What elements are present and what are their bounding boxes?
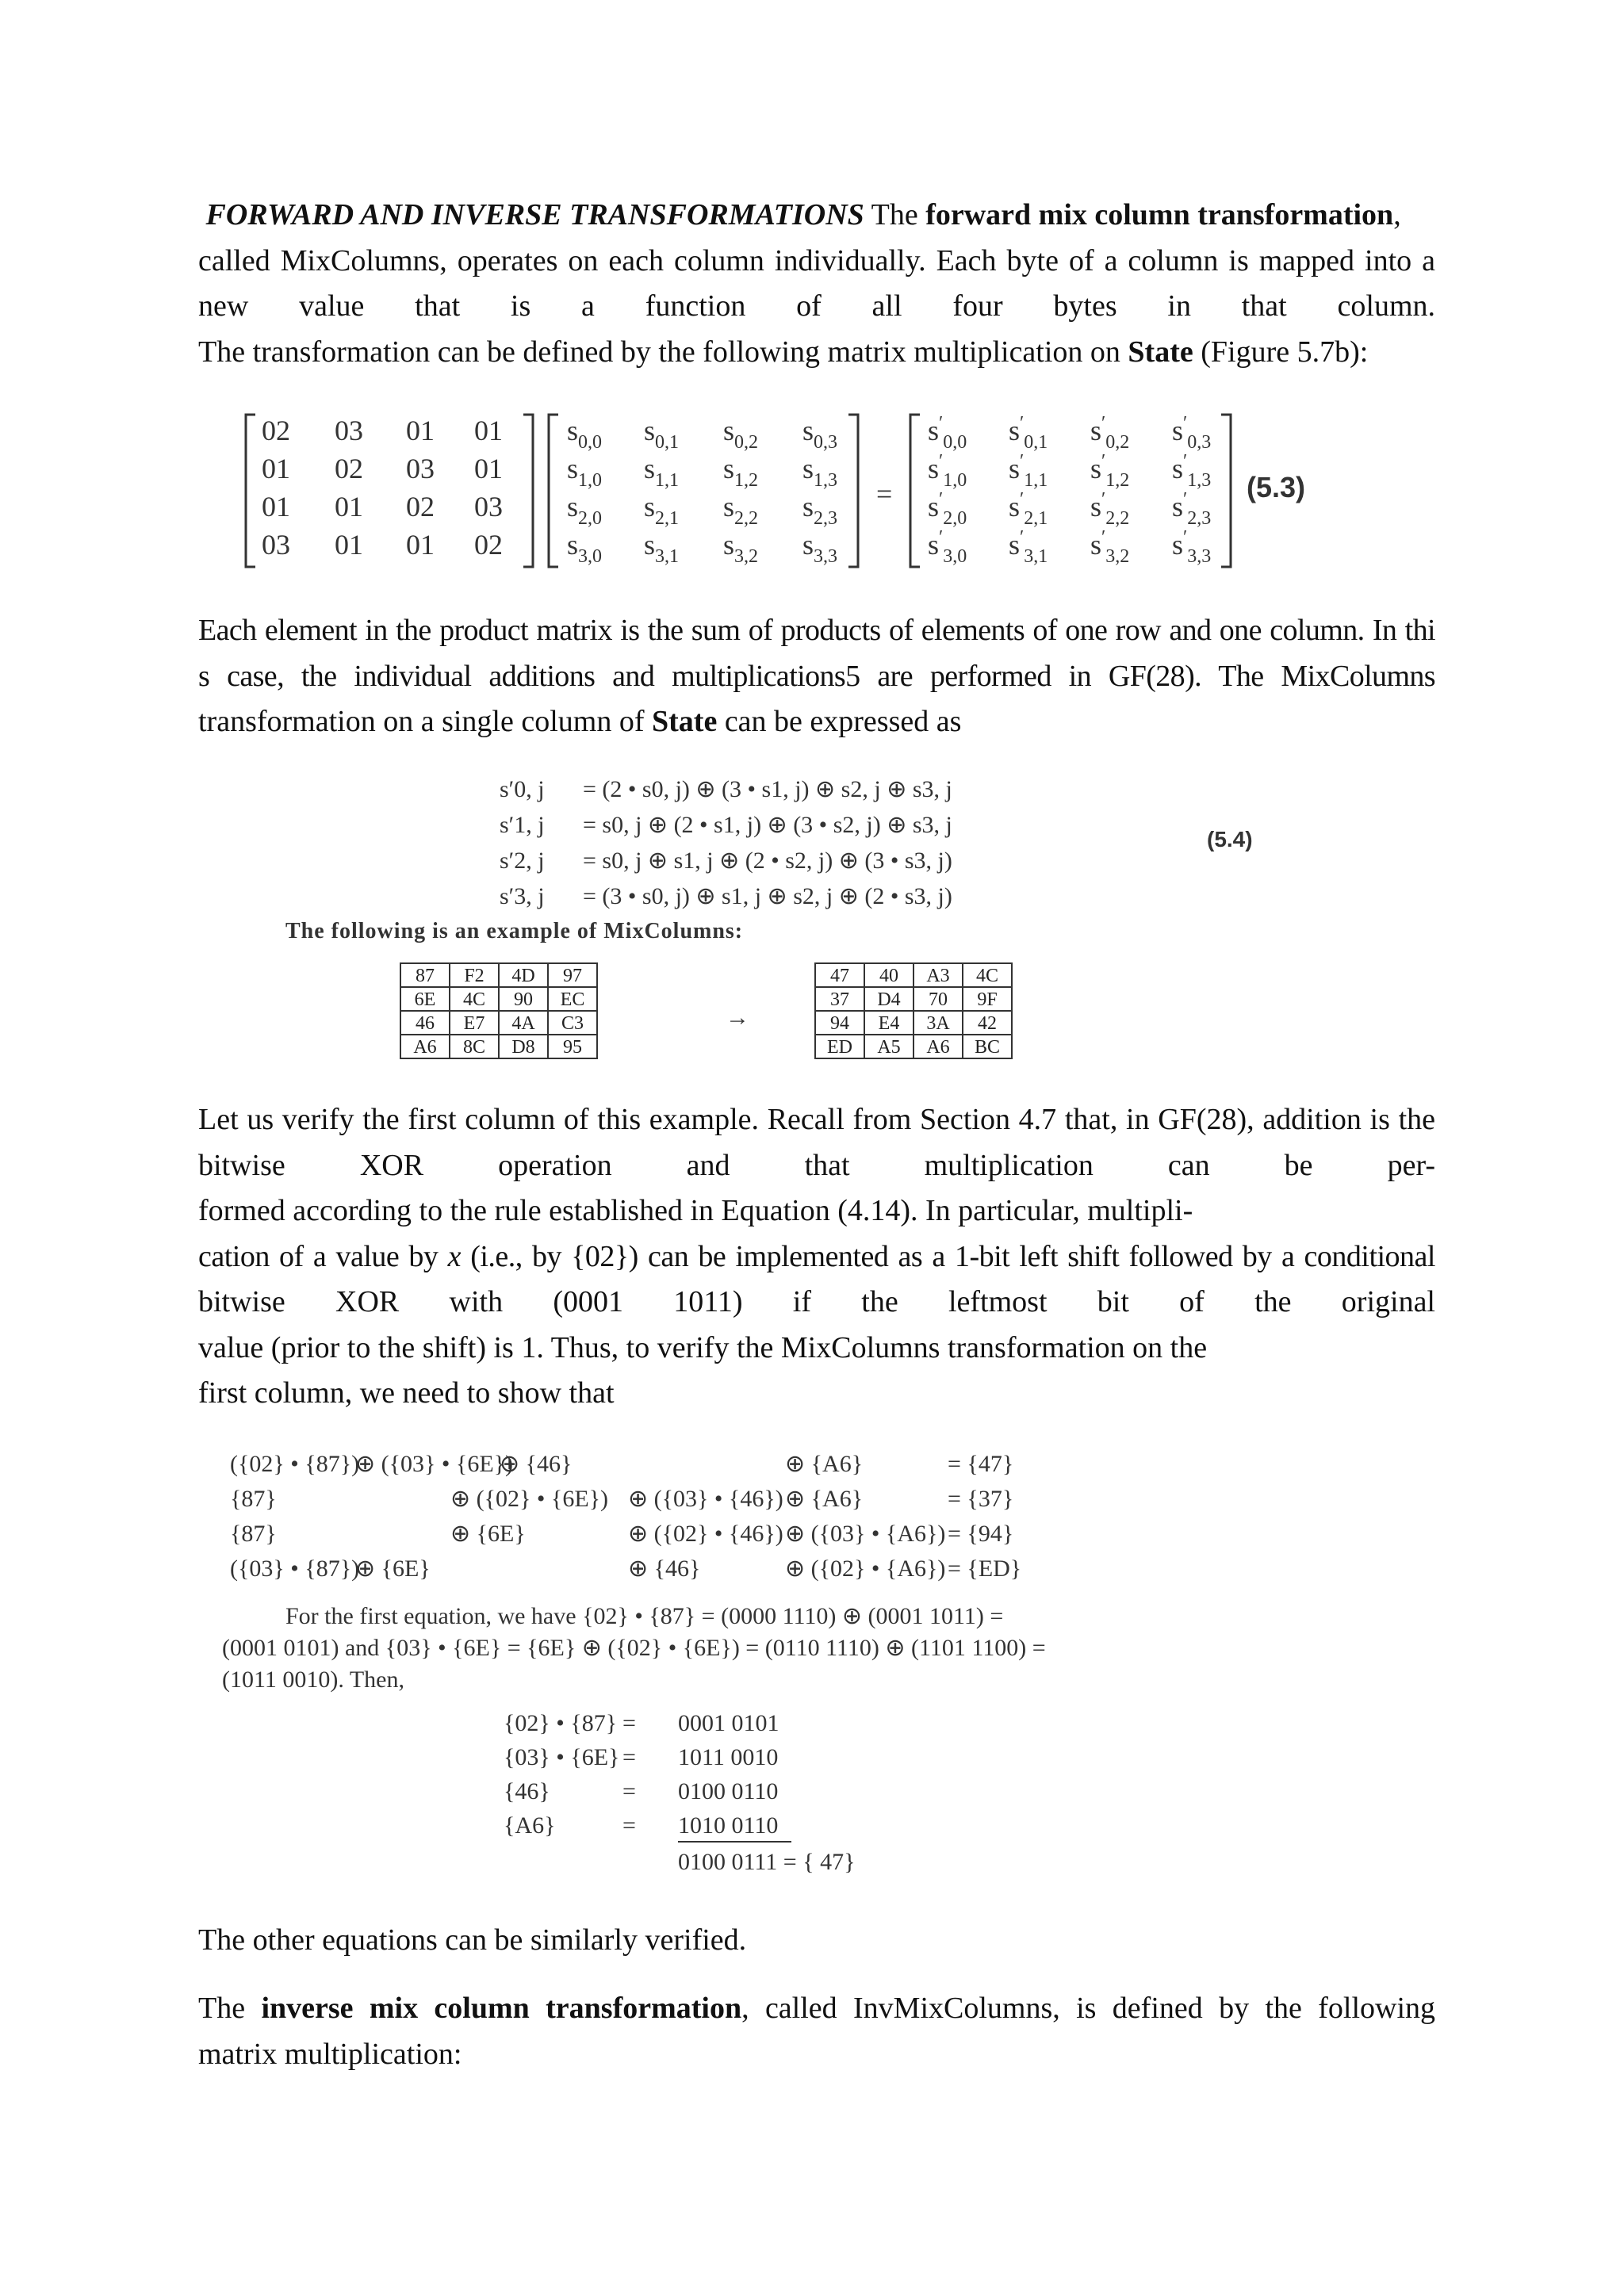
intro-line-2: called MixColumns, operates on each column individually. Each byte of a column is mapped into a xyxy=(198,243,1435,277)
output-table-cell: A5 xyxy=(877,1037,901,1058)
equals-sign: = xyxy=(876,478,893,510)
state-cell: $s_{1,1}$ xyxy=(644,453,680,491)
result-cell: $s'_{1,3}$ xyxy=(1172,451,1212,491)
arrow-icon: → xyxy=(726,1004,749,1031)
equation-lhs: s′3, j xyxy=(500,883,545,909)
output-table-cell: 47 xyxy=(830,966,849,986)
matrix-equation xyxy=(238,408,1348,579)
para2-line-3: transformation on a single column of State can be expressed as xyxy=(198,705,962,738)
state-cell: $s_{1,0}$ xyxy=(567,453,603,491)
sum-equals: = xyxy=(622,1812,636,1839)
output-table-cell: A6 xyxy=(926,1037,950,1058)
input-table-cell: 87 xyxy=(416,966,435,986)
verify-equation: ({02} • {87})⊕ ({03} • {6E})⊕ {46} ⊕ {A6} = {47} xyxy=(230,1451,1014,1477)
result-cell: $s'_{1,1}$ xyxy=(1009,451,1048,491)
coeff-cell: 02 xyxy=(262,415,290,446)
coeff-bracket-left xyxy=(246,415,255,567)
verify-paragraph-line: (1011 0010). Then, xyxy=(222,1667,404,1693)
input-table-cell: C3 xyxy=(561,1013,584,1034)
coeff-cell: 01 xyxy=(262,453,290,484)
state-bracket-left xyxy=(549,415,558,567)
para3-line-1: Let us verify the first column of this example. Recall from Section 4.7 that, in GF(28), addition is the xyxy=(198,1103,1435,1136)
output-table-cell: 37 xyxy=(830,989,849,1010)
coeff-bracket-right xyxy=(523,415,533,567)
result-cell: $s'_{0,0}$ xyxy=(928,413,967,453)
equation-lhs: s′1, j xyxy=(500,812,545,838)
input-table-cell: 8C xyxy=(462,1037,486,1058)
sum-equals: = xyxy=(622,1710,636,1736)
section-heading: FORWARD AND INVERSE TRANSFORMATIONS xyxy=(205,198,864,232)
output-table-cell: 40 xyxy=(879,966,898,986)
result-bracket-left xyxy=(910,415,920,567)
coeff-cell: 01 xyxy=(406,415,435,446)
coeff-cell: 02 xyxy=(474,529,503,561)
input-table-cell: D8 xyxy=(511,1037,535,1058)
result-bracket-right xyxy=(1221,415,1231,567)
state-cell: $s_{3,2}$ xyxy=(723,529,759,567)
verify-paragraph-line: (0001 0101) and {03} • {6E} = {6E} ⊕ ({02} • {6E}) = (0110 1110) ⊕ (1101 1100) = xyxy=(222,1635,1046,1661)
sum-value: 1010 0110 xyxy=(678,1812,779,1839)
para3-line-3: formed according to the rule established in Equation (4.14). In particular, multipli- xyxy=(198,1194,1193,1227)
verify-equation: {87} ⊕ {6E} ⊕ ({02} • {46})⊕ ({03} • {A6})= {94} xyxy=(230,1521,1014,1547)
state-bracket-right xyxy=(848,415,858,567)
paragraph-4 xyxy=(198,1918,1435,1964)
verification-equations xyxy=(222,1441,1221,1893)
equation-label: (5.3) xyxy=(1247,471,1306,503)
coeff-cell: 01 xyxy=(262,491,290,522)
output-table-cell: 9F xyxy=(977,989,998,1010)
sum-term: {03} • {6E} xyxy=(504,1744,620,1770)
input-table-cell: E7 xyxy=(463,1013,485,1034)
para2-line-2: s case, the individual additions and multiplications5 are performed in GF(28). The MixColumns xyxy=(198,659,1435,693)
verification-figure xyxy=(222,1441,1221,1893)
state-cell: $s_{0,1}$ xyxy=(644,415,680,453)
state-cell: $s_{2,3}$ xyxy=(802,491,838,529)
output-table-cell: ED xyxy=(827,1037,852,1058)
para3-line-5: bitwise XOR with (0001 1011) if the leftmost bit of the original xyxy=(198,1285,1435,1318)
coeff-cell: 03 xyxy=(406,453,435,484)
equation-rhs: = (3 • s0, j) ⊕ s1, j ⊕ s2, j ⊕ (2 • s3, j) xyxy=(583,883,952,909)
input-table-cell: 46 xyxy=(416,1013,435,1034)
para4-text: The other equations can be similarly verified. xyxy=(198,1923,747,1957)
sum-equals: = xyxy=(622,1778,636,1804)
intro-line-1: FORWARD AND INVERSE TRANSFORMATIONS The forward mix column transformation, xyxy=(205,198,1401,232)
coeff-cell: 03 xyxy=(262,529,290,561)
sum-term: {A6} xyxy=(504,1812,556,1839)
equation-lhs: s′2, j xyxy=(500,848,545,874)
result-cell: $s'_{2,2}$ xyxy=(1090,489,1130,529)
para3-line-2: bitwise XOR operation and that multiplication can be per- xyxy=(198,1148,1435,1182)
result-cell: $s'_{2,1}$ xyxy=(1009,489,1048,529)
result-cell: $s'_{0,2}$ xyxy=(1090,413,1130,453)
coeff-cell: 02 xyxy=(406,491,435,522)
output-table-cell: BC xyxy=(974,1037,1001,1058)
state-cell: $s_{2,2}$ xyxy=(723,491,759,529)
equation-5-4 xyxy=(278,765,1308,1066)
coeff-cell: 03 xyxy=(335,415,363,446)
state-cell: $s_{3,0}$ xyxy=(567,529,603,567)
output-table-cell: A3 xyxy=(926,966,950,986)
equation-rhs: = s0, j ⊕ (2 • s1, j) ⊕ (3 • s2, j) ⊕ s3, j xyxy=(583,812,952,838)
sum-equals: = xyxy=(622,1744,636,1770)
intro-paragraph xyxy=(198,193,1435,375)
state-cell: $s_{3,3}$ xyxy=(802,529,838,567)
state-cell: $s_{3,1}$ xyxy=(644,529,680,567)
paragraph-3 xyxy=(198,1097,1435,1417)
para3-line-7: first column, we need to show that xyxy=(198,1376,615,1410)
coeff-cell: 01 xyxy=(335,529,363,561)
equation-rhs: = (2 • s0, j) ⊕ (3 • s1, j) ⊕ s2, j ⊕ s3, j xyxy=(583,776,952,802)
input-table-cell: EC xyxy=(560,989,585,1010)
para2-line-1: Each element in the product matrix is the sum of products of elements of one row and one column. In thi xyxy=(198,614,1435,647)
result-cell: $s'_{2,3}$ xyxy=(1172,489,1212,529)
state-cell: $s_{2,1}$ xyxy=(644,491,680,529)
output-table-cell: D4 xyxy=(877,989,901,1010)
input-table-cell: 95 xyxy=(563,1037,582,1058)
paragraph-5 xyxy=(198,1986,1435,2077)
para5-line-2: matrix multiplication: xyxy=(198,2037,462,2071)
result-cell: $s'_{1,0}$ xyxy=(928,451,967,491)
verify-equation: {87} ⊕ ({02} • {6E}) ⊕ ({03} • {46})⊕ {A6} = {37} xyxy=(230,1486,1014,1512)
coeff-cell: 01 xyxy=(474,453,503,484)
verify-equation: ({03} • {87})⊕ {6E} ⊕ {46} ⊕ ({02} • {A6})= {ED} xyxy=(230,1556,1022,1582)
input-table-cell: F2 xyxy=(464,966,485,986)
result-cell: $s'_{3,3}$ xyxy=(1172,527,1212,567)
state-cell: $s_{0,2}$ xyxy=(723,415,759,453)
coeff-cell: 01 xyxy=(406,529,435,561)
equation-rhs: = s0, j ⊕ s1, j ⊕ (2 • s2, j) ⊕ (3 • s3, j) xyxy=(583,848,952,874)
coeff-cell: 02 xyxy=(335,453,363,484)
coeff-cell: 01 xyxy=(335,491,363,522)
output-table-cell: 42 xyxy=(978,1013,997,1034)
equation-label: (5.4) xyxy=(1207,827,1253,851)
para3-line-6: value (prior to the shift) is 1. Thus, to verify the MixColumns transformation on the xyxy=(198,1330,1208,1364)
input-table-cell: 97 xyxy=(563,966,582,986)
example-caption: The following is an example of MixColumns: xyxy=(285,919,744,943)
para5-line-1: The inverse mix column transformation, called InvMixColumns, is defined by the following xyxy=(198,1992,1435,2025)
para3-line-4: cation of a value by x (i.e., by {02}) can be implemented as a 1-bit left shift followed by a conditional xyxy=(198,1239,1435,1273)
equation-lhs: s′0, j xyxy=(500,776,545,802)
output-table-cell: 94 xyxy=(830,1013,849,1034)
mixcolumns-equations xyxy=(278,765,1308,1066)
intro-line-4: The transformation can be defined by the following matrix multiplication on State (Figure 5.7b): xyxy=(198,335,1369,369)
result-cell: $s'_{3,0}$ xyxy=(928,527,967,567)
output-table-cell: 70 xyxy=(929,989,948,1010)
result-cell: $s'_{0,1}$ xyxy=(1009,413,1048,453)
state-cell: $s_{0,0}$ xyxy=(567,415,603,453)
output-table-cell: E4 xyxy=(878,1013,900,1034)
input-table-cell: 4C xyxy=(462,989,486,1010)
input-table-cell: 4D xyxy=(511,966,535,986)
coeff-cell: 01 xyxy=(474,415,503,446)
output-table-cell: 3A xyxy=(926,1013,950,1034)
coeff-cell: 03 xyxy=(474,491,503,522)
input-table-cell: 90 xyxy=(514,989,533,1010)
result-cell: $s'_{3,1}$ xyxy=(1009,527,1048,567)
state-cell: $s_{0,3}$ xyxy=(802,415,838,453)
state-cell: $s_{1,2}$ xyxy=(723,453,759,491)
sum-value: 1011 0010 xyxy=(678,1744,779,1770)
state-cell: $s_{2,0}$ xyxy=(567,491,603,529)
result-cell: $s'_{1,2}$ xyxy=(1090,451,1130,491)
sum-term: {46} xyxy=(504,1778,550,1804)
result-cell: $s'_{3,2}$ xyxy=(1090,527,1130,567)
input-table-cell: A6 xyxy=(413,1037,437,1058)
sum-result: 0100 0111 = { 47} xyxy=(678,1849,856,1875)
sum-value: 0100 0110 xyxy=(678,1778,779,1804)
input-table-cell: 6E xyxy=(414,989,436,1010)
intro-line-3: new value that is a function of all four bytes in that column. xyxy=(198,289,1435,323)
equation-5-3 xyxy=(238,408,1348,579)
output-table-cell: 4C xyxy=(975,966,999,986)
verify-paragraph-line: For the first equation, we have {02} • {87} = (0000 1110) ⊕ (0001 1011) = xyxy=(285,1603,1004,1629)
result-cell: $s'_{2,0}$ xyxy=(928,489,967,529)
state-cell: $s_{1,3}$ xyxy=(802,453,838,491)
sum-value: 0001 0101 xyxy=(678,1710,779,1736)
input-table-cell: 4A xyxy=(511,1013,535,1034)
sum-term: {02} • {87} xyxy=(504,1710,618,1736)
paragraph-2 xyxy=(198,608,1435,745)
result-cell: $s'_{0,3}$ xyxy=(1172,413,1212,453)
